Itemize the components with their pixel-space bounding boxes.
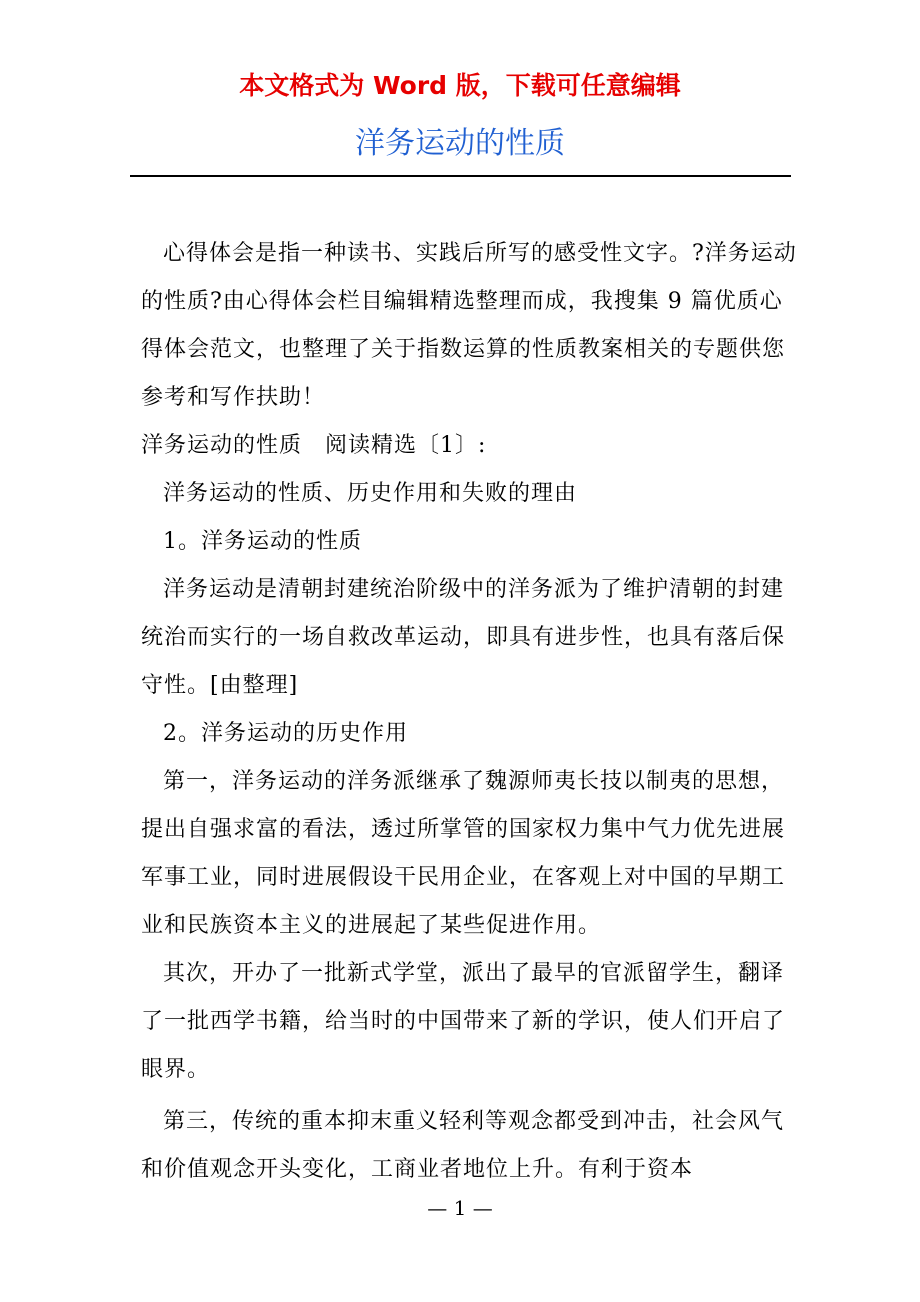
point-paragraph-3: 第三，传统的重本抑末重义轻利等观念都受到冲击，社会风气和价值观念开头变化，工商业者地位上升。有利于资本 <box>141 1109 785 1182</box>
point-paragraph-1: 第一，洋务运动的洋务派继承了魏源师夷长技以制夷的思想，提出自强求富的看法，透过所掌管的国家权力集中气力优先进展军事工业，同时进展假设干民用企业，在客观上对中国的早期工业和民族资本主义的进展起了某些促进作用。 <box>141 769 786 938</box>
section-heading-1: 1。洋务运动的性质 <box>163 529 362 554</box>
intro-paragraph: 心得体会是指一种读书、实践后所写的感受性文字。?洋务运动的性质?由心得体会栏目编辑精选整理而成，我搜集 9 篇优质心得体会范文，也整理了关于指数运算的性质教案相关的专题供您参考和写作扶助！ <box>141 241 797 410</box>
section-paragraph-1: 洋务运动是清朝封建统治阶级中的洋务派为了维护清朝的封建统治而实行的一场自救改革运动，即具有进步性，也具有落后保守性。[由整理] <box>141 577 786 698</box>
point-paragraph-2: 其次，开办了一批新式学堂，派出了最早的官派留学生，翻译了一批西学书籍，给当时的中国带来了新的学识，使人们开启了眼界。 <box>141 961 786 1082</box>
document-title: 洋务运动的性质 <box>355 126 565 161</box>
document-body <box>141 230 801 1194</box>
format-notice-banner: 本文格式为 Word 版，下载可任意编辑 <box>239 71 681 100</box>
selection-label: 洋务运动的性质 阅读精选〔1〕: <box>141 433 487 458</box>
article-title: 洋务运动的性质、历史作用和失败的理由 <box>163 481 578 506</box>
section-heading-2: 2。洋务运动的历史作用 <box>163 721 408 746</box>
page-number: — 1 — <box>427 1196 493 1220</box>
title-divider <box>130 175 791 177</box>
